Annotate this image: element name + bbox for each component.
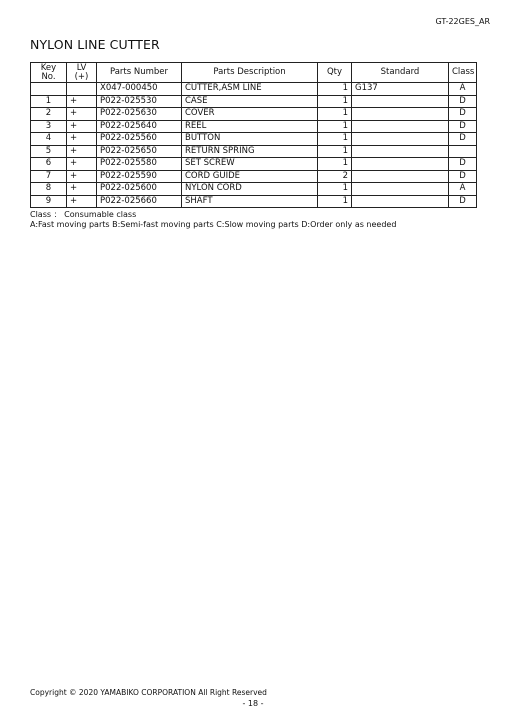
cell-key: 9	[31, 195, 67, 208]
header-class: Class	[449, 63, 477, 83]
cell-qty: 2	[318, 170, 352, 183]
cell-key: 8	[31, 183, 67, 196]
cell-description: COVER	[182, 108, 318, 121]
cell-qty: 1	[318, 83, 352, 96]
cell-description: CASE	[182, 95, 318, 108]
table-header-row	[31, 63, 477, 83]
header-lv	[67, 63, 97, 83]
header-key-line1: Key	[40, 62, 57, 73]
cell-standard	[352, 120, 449, 133]
cell-class: A	[449, 83, 477, 96]
cell-description: SET SCREW	[182, 158, 318, 171]
cell-class: D	[449, 158, 477, 171]
legend-title: Class ： Consumable class	[30, 210, 137, 219]
cell-qty: 1	[318, 95, 352, 108]
cell-key: 4	[31, 133, 67, 146]
table-row	[31, 95, 477, 108]
table-row	[31, 170, 477, 183]
cell-class: D	[449, 195, 477, 208]
cell-part-number: P022-025660	[97, 195, 182, 208]
cell-class: D	[449, 108, 477, 121]
cell-lv: +	[67, 195, 97, 208]
cell-lv	[67, 83, 97, 96]
cell-part-number: X047-000450	[97, 83, 182, 96]
cell-part-number: P022-025630	[97, 108, 182, 121]
cell-qty: 1	[318, 158, 352, 171]
table-row	[31, 183, 477, 196]
table-row	[31, 108, 477, 121]
cell-qty: 1	[318, 108, 352, 121]
cell-lv: +	[67, 170, 97, 183]
table-row	[31, 133, 477, 146]
cell-standard	[352, 195, 449, 208]
cell-part-number: P022-025640	[97, 120, 182, 133]
cell-key: 7	[31, 170, 67, 183]
class-legend	[30, 210, 396, 229]
table-row	[31, 120, 477, 133]
header-lv-line1: LV	[76, 62, 87, 73]
cell-standard	[352, 183, 449, 196]
cell-class: D	[449, 95, 477, 108]
cell-description: REEL	[182, 120, 318, 133]
header-qty: Qty	[318, 63, 352, 83]
cell-description: RETURN SPRING	[182, 145, 318, 158]
cell-qty: 1	[318, 183, 352, 196]
cell-description: SHAFT	[182, 195, 318, 208]
page-number: - 18 -	[242, 699, 264, 708]
cell-description: NYLON CORD	[182, 183, 318, 196]
cell-standard	[352, 108, 449, 121]
cell-part-number: P022-025560	[97, 133, 182, 146]
cell-standard	[352, 95, 449, 108]
cell-standard	[352, 170, 449, 183]
parts-table	[30, 62, 477, 208]
cell-class	[449, 145, 477, 158]
page-title: NYLON LINE CUTTER	[30, 37, 160, 52]
table-row	[31, 145, 477, 158]
table-row	[31, 195, 477, 208]
header-standard: Standard	[352, 63, 449, 83]
cell-part-number: P022-025650	[97, 145, 182, 158]
table-row	[31, 83, 477, 96]
cell-key: 6	[31, 158, 67, 171]
header-lv-line2: (+)	[74, 71, 89, 82]
cell-lv: +	[67, 95, 97, 108]
cell-lv: +	[67, 108, 97, 121]
cell-standard	[352, 158, 449, 171]
cell-key: 5	[31, 145, 67, 158]
cell-lv: +	[67, 145, 97, 158]
cell-key: 3	[31, 120, 67, 133]
cell-key	[31, 83, 67, 96]
table-row	[31, 158, 477, 171]
cell-standard	[352, 145, 449, 158]
cell-class: D	[449, 170, 477, 183]
model-code: GT-22GES_AR	[435, 17, 490, 26]
cell-qty: 1	[318, 145, 352, 158]
copyright-notice: Copyright © 2020 YAMABIKO CORPORATION All Right Reserved	[30, 688, 267, 697]
cell-lv: +	[67, 183, 97, 196]
cell-qty: 1	[318, 133, 352, 146]
cell-lv: +	[67, 120, 97, 133]
cell-description: CUTTER,ASM LINE	[182, 83, 318, 96]
cell-part-number: P022-025580	[97, 158, 182, 171]
cell-lv: +	[67, 158, 97, 171]
header-key-line2: No.	[41, 71, 56, 82]
cell-class: D	[449, 120, 477, 133]
cell-part-number: P022-025590	[97, 170, 182, 183]
cell-description: CORD GUIDE	[182, 170, 318, 183]
cell-key: 2	[31, 108, 67, 121]
cell-class: A	[449, 183, 477, 196]
cell-part-number: P022-025600	[97, 183, 182, 196]
cell-part-number: P022-025530	[97, 95, 182, 108]
header-parts-number: Parts Number	[97, 63, 182, 83]
cell-qty: 1	[318, 120, 352, 133]
cell-description: BUTTON	[182, 133, 318, 146]
cell-qty: 1	[318, 195, 352, 208]
cell-lv: +	[67, 133, 97, 146]
cell-class: D	[449, 133, 477, 146]
cell-standard	[352, 133, 449, 146]
cell-standard: G137	[352, 83, 449, 96]
legend-description: A:Fast moving parts B:Semi-fast moving parts C:Slow moving parts D:Order only as needed	[30, 219, 397, 229]
cell-key: 1	[31, 95, 67, 108]
header-parts-description: Parts Description	[182, 63, 318, 83]
header-key-no	[31, 63, 67, 83]
